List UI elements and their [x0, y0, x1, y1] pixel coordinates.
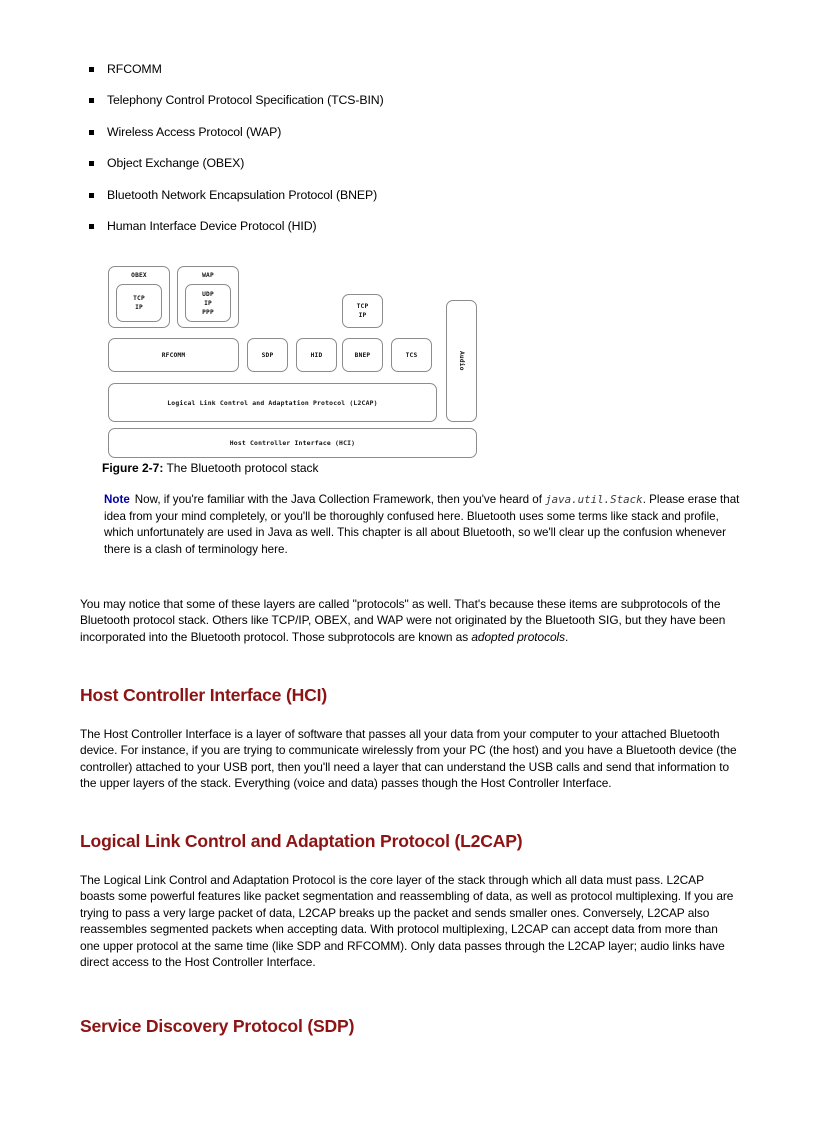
figure-caption-label: Figure 2-7:: [102, 461, 164, 475]
diagram-box-wap-udpipppp-label: UDP IP PPP: [202, 290, 214, 316]
square-bullet-icon: [89, 67, 94, 72]
paragraph-hci: The Host Controller Interface is a layer of software that passes all your data from your computer to your attached Bluetooth device. For instance, if you are trying to communicate wirelessly from your PC (the host) and you have a Bluetooth device (the controller) attached to your USB port, then you'll need a layer that can understand the USB calls and send that information to the upper layers of the stack. Everything (voice and data) passes though the Host Controller Interface.: [80, 727, 737, 791]
figure-caption-text: The Bluetooth protocol stack: [166, 461, 319, 475]
heading-host-controller-interface: Host Controller Interface (HCI): [80, 685, 327, 705]
list-item: [88, 125, 728, 139]
diagram-box-audio-label: Audio: [458, 351, 465, 371]
note-rest-text: . Please erase that idea from your mind completely, or you'll be thoroughly confused here. Bluetooth uses some terms like stack and profile, which unfortunately are used in Java as well. This chapter is all about Bluetooth, so we'll clear up the confusion whenever there is a clash of terminology here.: [104, 493, 740, 556]
figure-caption: [102, 461, 319, 475]
diagram-box-obex-tcpip-label: TCP IP: [133, 295, 145, 311]
list-item-label: Human Interface Device Protocol (HID): [107, 218, 317, 233]
diagram-box-hid: [296, 338, 337, 372]
list-item: [88, 62, 728, 76]
list-item-label: RFCOMM: [107, 62, 162, 76]
diagram-box-bnep: [342, 338, 383, 372]
list-item-label: Telephony Control Protocol Specification (TCS-BIN): [107, 93, 384, 108]
note-label: Note: [104, 493, 130, 506]
bluetooth-stack-diagram: [105, 262, 485, 460]
list-item: [88, 219, 728, 233]
square-bullet-icon: [89, 98, 94, 103]
list-item: [88, 93, 728, 107]
square-bullet-icon: [89, 161, 94, 166]
heading-sdp: Service Discovery Protocol (SDP): [80, 1016, 355, 1036]
paragraph-adopted-protocols-end: .: [565, 629, 569, 644]
list-item-label: Object Exchange (OBEX): [107, 156, 245, 171]
diagram-box-tcs-label: TCS: [405, 351, 418, 359]
diagram-box-wap-udpipppp: [185, 284, 231, 322]
diagram-box-l2cap-label: Logical Link Control and Adaptation Protocol (L2CAP): [167, 398, 378, 407]
list-item: [88, 156, 728, 170]
heading-l2cap: Logical Link Control and Adaptation Protocol (L2CAP): [80, 831, 523, 851]
diagram-box-hid-label: HID: [310, 351, 323, 359]
diagram-box-tcs: [391, 338, 432, 372]
square-bullet-icon: [89, 130, 94, 135]
square-bullet-icon: [89, 193, 94, 198]
diagram-box-obex-tcpip: [116, 284, 162, 322]
diagram-box-rfcomm: [108, 338, 239, 372]
list-item: [88, 188, 728, 202]
diagram-box-bnep-tcpip: [342, 294, 383, 328]
diagram-box-hci: [108, 428, 477, 458]
paragraph-l2cap: The Logical Link Control and Adaptation Protocol is the core layer of the stack through which all data must pass. L2CAP boasts some powerful features like packet segmentation and reassembling of data, as well as protocol multiplexing. If you are trying to pass a very large packet of data, L2CAP breaks up the packet and sends smaller ones. Conversely, L2CAP also reassembles segmented packets when accepting data. With protocol multiplexing, L2CAP can accept data from more than one upper protocol at the same time (like SDP and RFCOMM). Only data passes through the L2CAP layer; audio links have direct access to the Host Controller Interface.: [80, 873, 734, 970]
paragraph-adopted-protocols: [80, 596, 740, 645]
note-line-1: Now, if you're familiar with the Java Collection Framework, then you've heard of: [134, 493, 542, 506]
diagram-box-audio: [446, 300, 477, 422]
protocol-bullet-list: [88, 62, 728, 250]
diagram-box-rfcomm-label: RFCOMM: [161, 351, 186, 359]
diagram-box-bnep-tcpip-label: TCP IP: [356, 303, 369, 319]
square-bullet-icon: [89, 224, 94, 229]
emphasis-adopted-protocols: adopted protocols: [471, 629, 566, 644]
list-item-label: Bluetooth Network Encapsulation Protocol (BNEP): [107, 187, 378, 202]
diagram-box-l2cap: [108, 383, 437, 422]
list-item-label: Wireless Access Protocol (WAP): [107, 124, 282, 139]
note-block: [104, 492, 744, 558]
diagram-box-hci-label: Host Controller Interface (HCI): [229, 439, 356, 447]
note-code-snippet: java.util.Stack: [545, 493, 643, 506]
diagram-box-sdp-label: SDP: [261, 351, 274, 359]
diagram-box-wap-label: WAP: [202, 272, 214, 279]
diagram-box-sdp: [247, 338, 288, 372]
diagram-box-bnep-label: BNEP: [354, 351, 371, 359]
diagram-box-obex-label: OBEX: [131, 272, 147, 279]
paragraph-adopted-protocols-text: You may notice that some of these layers are called "protocols" as well. That's because these items are subprotocols of the Bluetooth protocol stack. Others like TCP/IP, OBEX, and WAP were not originated by the Bluetooth SIG, but they have been incorporated into the Bluetooth protocol. Those subprotocols are known as: [80, 597, 726, 644]
